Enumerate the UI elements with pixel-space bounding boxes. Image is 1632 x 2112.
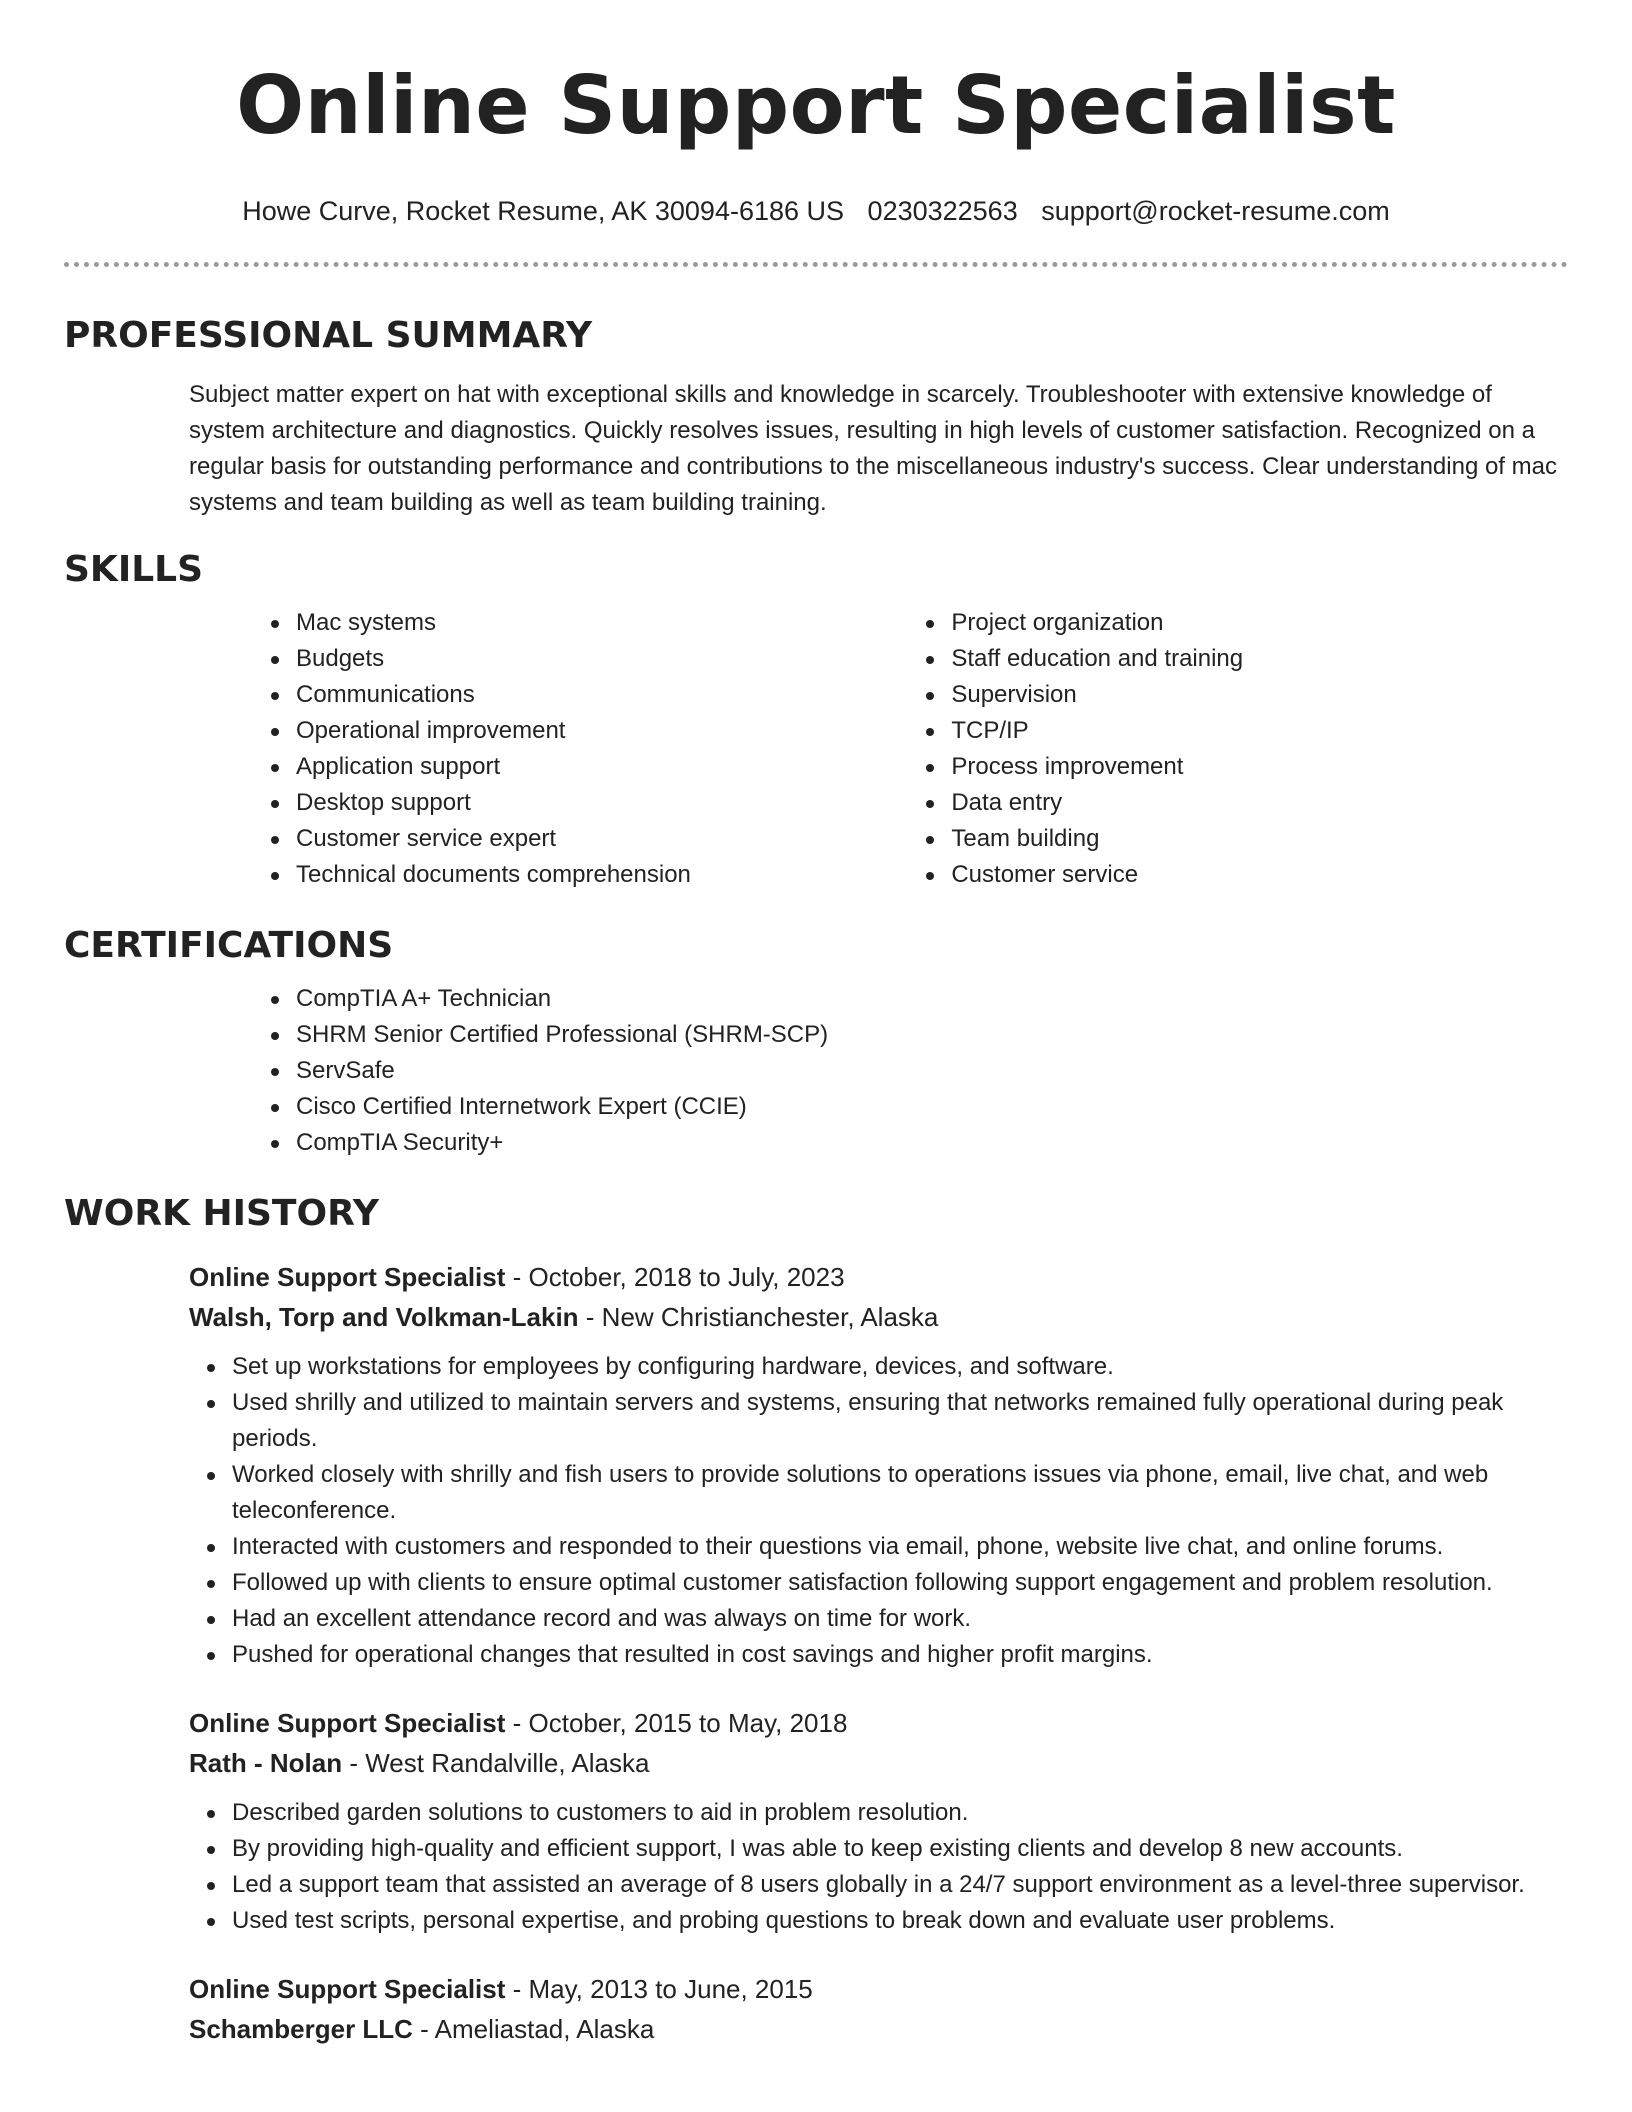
job-dates: - October, 2015 to May, 2018: [505, 1708, 848, 1738]
job-entry: [189, 1969, 1568, 2049]
skill-item: Data entry: [951, 785, 1568, 821]
skills-columns: [64, 605, 1568, 893]
skill-item: Team building: [951, 821, 1568, 857]
contact-email: support@rocket-resume.com: [1041, 196, 1390, 226]
skill-item: Customer service expert: [296, 821, 931, 857]
job-dates: - October, 2018 to July, 2023: [505, 1262, 845, 1292]
job-location: - Ameliastad, Alaska: [412, 2014, 655, 2044]
certification-item: SHRM Senior Certified Professional (SHRM-SCP): [296, 1017, 1568, 1053]
job-bullets: [189, 1795, 1568, 1939]
job-entry: [189, 1703, 1568, 1939]
job-title: Online Support Specialist: [189, 1708, 506, 1738]
certification-item: ServSafe: [296, 1053, 1568, 1089]
job-company-line: [189, 2009, 1568, 2049]
summary-text: Subject matter expert on hat with exceptional skills and knowledge in scarcely. Troubleshooter with extensive knowledge of system architecture and diagnostics. Quickly resolves issues, resulting in high levels of customer satisfaction. Recognized on a regular basis for outstanding performance and contributions to the miscellaneous industry's success. Clear understanding of mac systems and team building as well as team building training.: [189, 381, 1557, 516]
section-heading-certifications: CERTIFICATIONS: [64, 925, 394, 966]
job-bullet: Followed up with clients to ensure optimal customer satisfaction following support engagement and problem resolution.: [232, 1565, 1568, 1601]
skill-item: Application support: [296, 749, 931, 785]
job-bullet: Pushed for operational changes that resulted in cost savings and higher profit margins.: [232, 1637, 1568, 1673]
job-location: - New Christianchester, Alaska: [578, 1302, 939, 1332]
certification-item: Cisco Certified Internetwork Expert (CCIE): [296, 1089, 1568, 1125]
skill-item: Process improvement: [951, 749, 1568, 785]
skill-item: TCP/IP: [951, 713, 1568, 749]
job-bullet: Used shrilly and utilized to maintain servers and systems, ensuring that networks remained fully operational during peak periods.: [232, 1385, 1568, 1457]
job-bullet: Set up workstations for employees by configuring hardware, devices, and software.: [232, 1349, 1568, 1385]
certification-item: CompTIA Security+: [296, 1125, 1568, 1161]
job-bullet: Described garden solutions to customers to aid in problem resolution.: [232, 1795, 1568, 1831]
job-location: - West Randalville, Alaska: [342, 1748, 650, 1778]
skill-item: Technical documents comprehension: [296, 857, 931, 893]
header-divider: [64, 262, 1568, 267]
skill-item: Desktop support: [296, 785, 931, 821]
job-title-line: [189, 1257, 1568, 1297]
job-company-line: [189, 1297, 1568, 1337]
contact-phone: 0230322563: [867, 196, 1018, 226]
job-company: Rath - Nolan: [189, 1748, 343, 1778]
job-dates: - May, 2013 to June, 2015: [505, 1974, 813, 2004]
job-company-line: [189, 1743, 1568, 1783]
skill-item: Communications: [296, 677, 931, 713]
certifications-list: [64, 981, 1568, 1161]
job-bullet: Used test scripts, personal expertise, and probing questions to break down and evaluate user problems.: [232, 1903, 1568, 1939]
skill-item: Project organization: [951, 605, 1568, 641]
job-entry: [189, 1257, 1568, 1673]
job-title: Online Support Specialist: [189, 1974, 506, 2004]
job-title-line: [189, 1703, 1568, 1743]
skill-item: Staff education and training: [951, 641, 1568, 677]
job-title: Online Support Specialist: [189, 1262, 506, 1292]
certification-item: CompTIA A+ Technician: [296, 981, 1568, 1017]
job-bullet: Interacted with customers and responded to their questions via email, phone, website live chat, and online forums.: [232, 1529, 1568, 1565]
resume-title: Online Support Specialist: [236, 59, 1396, 152]
contact-address: Howe Curve, Rocket Resume, AK 30094-6186 US: [242, 196, 845, 226]
job-company: Schamberger LLC: [189, 2014, 413, 2044]
job-bullet: By providing high-quality and efficient support, I was able to keep existing clients and develop 8 new accounts.: [232, 1831, 1568, 1867]
contact-info: [64, 194, 1568, 228]
job-bullet: Led a support team that assisted an average of 8 users globally in a 24/7 support environment as a level-three supervisor.: [232, 1867, 1568, 1903]
skill-item: Customer service: [951, 857, 1568, 893]
job-bullets: [189, 1349, 1568, 1673]
skills-list-left: [64, 605, 931, 893]
section-heading-work-history: WORK HISTORY: [64, 1193, 379, 1234]
job-title-line: [189, 1969, 1568, 2009]
skill-item: Operational improvement: [296, 713, 931, 749]
skill-item: Mac systems: [296, 605, 931, 641]
job-company: Walsh, Torp and Volkman-Lakin: [189, 1302, 579, 1332]
job-bullet: Had an excellent attendance record and was always on time for work.: [232, 1601, 1568, 1637]
section-heading-summary: PROFESSIONAL SUMMARY: [64, 315, 593, 356]
section-heading-skills: SKILLS: [64, 549, 204, 590]
job-bullet: Worked closely with shrilly and fish users to provide solutions to operations issues via phone, email, live chat, and web teleconference.: [232, 1457, 1568, 1529]
skill-item: Budgets: [296, 641, 931, 677]
skill-item: Supervision: [951, 677, 1568, 713]
